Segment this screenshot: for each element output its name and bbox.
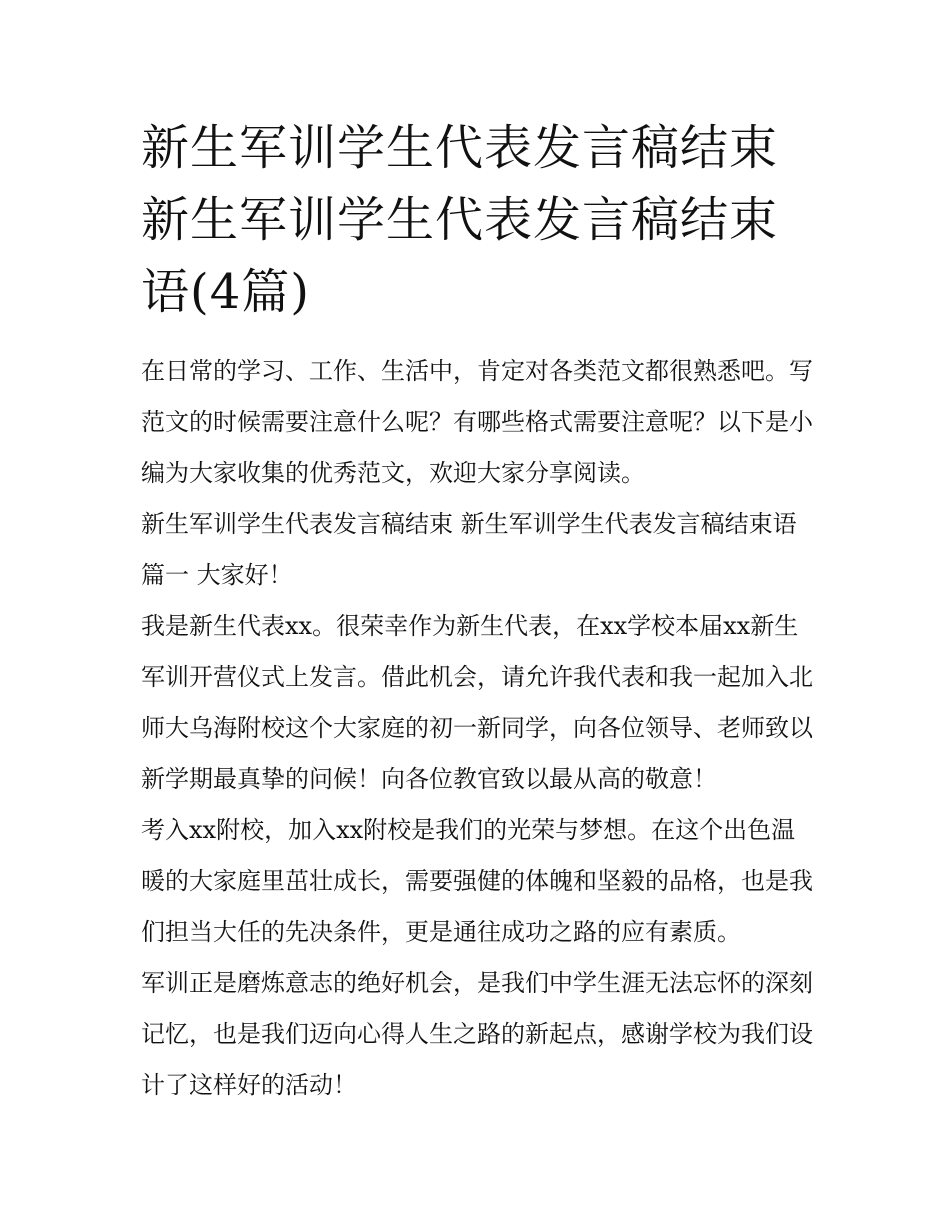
document-page — [141, 112, 813, 1111]
paragraph-self-introduction: 我是新生代表xx。很荣幸作为新生代表，在xx学校本届xx新生军训开营仪式上发言。借此机会，请允许我代表和我一起加入北师大乌海附校这个大家庭的初一新同学，向各位领导、老师致以新学期最真挚的问候！向各位教官致以最从高的敬意！ — [141, 612, 813, 793]
document-body — [141, 346, 813, 1111]
paragraph-military-training: 军训正是磨炼意志的绝好机会，是我们中学生涯无法忘怀的深刻记忆，也是我们迈向心得人生之路的新起点，感谢学校为我们设计了这样好的活动！ — [141, 969, 813, 1099]
paragraph-school-admission: 考入xx附校，加入xx附校是我们的光荣与梦想。在这个出色温暖的大家庭里茁壮成长，需要强健的体魄和坚毅的品格，也是我们担当大任的先决条件，更是通往成功之路的应有素质。 — [141, 816, 813, 946]
document-title: 新生军训学生代表发言稿结束 新生军训学生代表发言稿结束语(4篇) — [141, 120, 779, 320]
paragraph-intro: 在日常的学习、工作、生活中，肯定对各类范文都很熟悉吧。写范文的时候需要注意什么呢？有哪些格式需要注意呢？以下是小编为大家收集的优秀范文，欢迎大家分享阅读。 — [141, 357, 813, 487]
paragraph-section-heading: 新生军训学生代表发言稿结束 新生军训学生代表发言稿结束语篇一 大家好！ — [141, 510, 797, 589]
